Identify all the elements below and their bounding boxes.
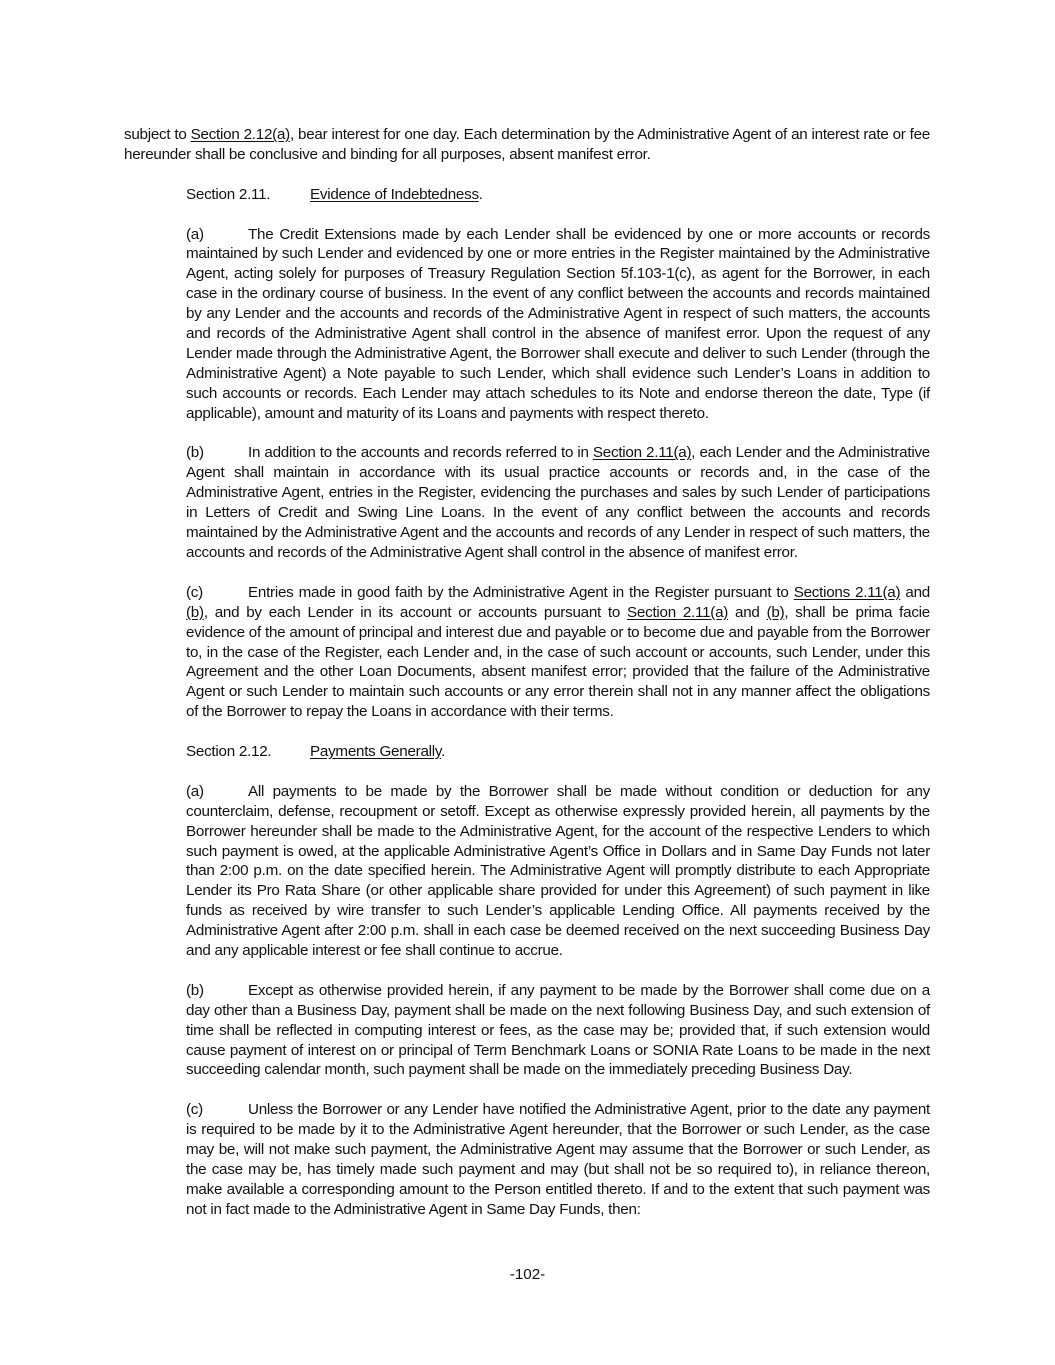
- paragraph-text: and: [900, 583, 930, 601]
- section-2-11-para-a: [124, 225, 930, 424]
- cross-reference: (b): [186, 603, 204, 621]
- paragraph-label: (a): [186, 225, 204, 243]
- section-2-11-para-b: [124, 443, 930, 562]
- cross-reference: Section 2.11(a): [627, 603, 729, 621]
- section-title-suffix: .: [441, 743, 446, 761]
- section-title: Evidence of Indebtedness: [310, 185, 479, 203]
- section-2-12-para-c: [124, 1100, 930, 1219]
- paragraph-text: Entries made in good faith by the Administrative Agent in the Register pursuant to: [248, 583, 794, 601]
- document-page: [124, 125, 930, 1220]
- section-2-12-para-a: [124, 782, 930, 961]
- paragraph-text: All payments to be made by the Borrower shall be made without condition or deduction for any counterclaim, defense, recoupment or setoff. Except as otherwise expressly provided herein, all payments by the Borrower hereunder shall be made to the Administrative Agent, for the account of the respective Lenders to which such payment is owed, at the applicable Administrative Agent’s Office in Dollars and in Same Day Funds not later than 2:00 p.m. on the date specified herein. The Administrative Agent will promptly distribute to each Appropriate Lender its Pro Rata Share (or other applicable share provided for under this Agreement) of such payment in like funds as received by wire transfer to such Lender’s applicable Lending Office. All payments received by the Administrative Agent after 2:00 p.m. shall in each case be deemed received on the next succeeding Business Day and any applicable interest or fee shall continue to accrue.: [186, 782, 930, 960]
- section-2-12-heading: [124, 742, 930, 762]
- intro-text-2: , bear interest for one day. Each determination by the Administrative Agent of an interest rate or fee hereunder shall be conclusive and binding for all purposes, absent manifest error.: [124, 126, 931, 163]
- section-2-11-heading: [124, 185, 930, 205]
- paragraph-text: Unless the Borrower or any Lender have notified the Administrative Agent, prior to the date any payment is required to be made by it to the Administrative Agent hereunder, that the Borrower or such Lender, as the case may be, will not make such payment, the Administrative Agent may assume that the Borrower or such Lender, as the case may be, has timely made such payment and may (but shall not be so required to), in reliance thereon, make available a corresponding amount to the Person entitled thereto. If and to the extent that such payment was not in fact made to the Administrative Agent in Same Day Funds, then:: [186, 1101, 930, 1218]
- cross-reference: Sections 2.11(a): [793, 583, 901, 601]
- paragraph-text: , each Lender and the Administrative Agent shall maintain in accordance with its usual practice accounts or records and, in the case of the Administrative Agent, entries in the Register, evidencing the purchases and sales by such Lender of participations in Letters of Credit and Swing Line Loans. In the event of any conflict between the accounts and records maintained by the Administrative Agent and the accounts and records of any Lender in respect of such matters, the accounts and records of the Administrative Agent shall control in the absence of manifest error.: [186, 444, 931, 561]
- paragraph-label: (b): [186, 444, 204, 462]
- paragraph-label: (c): [186, 1101, 203, 1119]
- paragraph-label: (c): [186, 583, 203, 601]
- section-title: Payments Generally: [310, 743, 442, 761]
- paragraph-text: , and by each Lender in its account or accounts pursuant to: [203, 603, 628, 621]
- paragraph-text: and: [728, 603, 767, 621]
- page-number: -102-: [509, 1266, 546, 1283]
- section-number: Section 2.11.: [186, 185, 271, 203]
- cross-reference: Section 2.11(a): [592, 444, 692, 462]
- paragraph-text: In addition to the accounts and records referred to in: [248, 444, 593, 462]
- section-number: Section 2.12.: [186, 743, 272, 761]
- paragraph-label: (a): [186, 782, 204, 800]
- section-2-11-para-c: [124, 583, 930, 722]
- paragraph-text: The Credit Extensions made by each Lender shall be evidenced by one or more accounts or records maintained by such Lender and evidenced by one or more entries in the Register maintained by the Administrative Agent, acting solely for purposes of Treasury Regulation Section 5f.103-1(c), as agent for the Borrower, in each case in the ordinary course of business. In the event of any conflict between the accounts and records maintained by any Lender and the accounts and records of the Administrative Agent in respect of such matters, the accounts and records of the Administrative Agent shall control in the absence of manifest error. Upon the request of any Lender made through the Administrative Agent, the Borrower shall execute and deliver to such Lender (through the Administrative Agent) a Note payable to such Lender, which shall evidence such Lender’s Loans in addition to such accounts or records. Each Lender may attach schedules to its Note and endorse thereon the date, Type (if applicable), amount and maturity of its Loans and payments with respect thereto.: [186, 225, 930, 422]
- section-2-12-para-b: [124, 981, 930, 1081]
- intro-text-1: subject to: [124, 126, 191, 143]
- section-title-suffix: .: [478, 185, 483, 203]
- cross-reference: Section 2.12(a): [190, 126, 290, 143]
- paragraph-text: , shall be prima facie evidence of the amount of principal and interest due and payable or to become due and payable from the Borrower to, in the case of the Register, each Lender and, in the case of such account or accounts, such Lender, under this Agreement and the other Loan Documents, absent manifest error; provided that the failure of the Administrative Agent or such Lender to maintain such accounts or any error therein shall not in any manner affect the obligations of the Borrower to repay the Loans in accordance with their terms.: [186, 603, 930, 721]
- intro-paragraph: [124, 125, 930, 165]
- cross-reference: (b): [766, 603, 785, 621]
- paragraph-text: Except as otherwise provided herein, if any payment to be made by the Borrower shall come due on a day other than a Business Day, payment shall be made on the next following Business Day, and such extension of time shall be reflected in computing interest or fees, as the case may be; provided that, if such extension would cause payment of interest on or principal of Term Benchmark Loans or SONIA Rate Loans to be made in the next succeeding calendar month, such payment shall be made on the immediately preceding Business Day.: [186, 981, 930, 1079]
- paragraph-label: (b): [186, 981, 204, 999]
